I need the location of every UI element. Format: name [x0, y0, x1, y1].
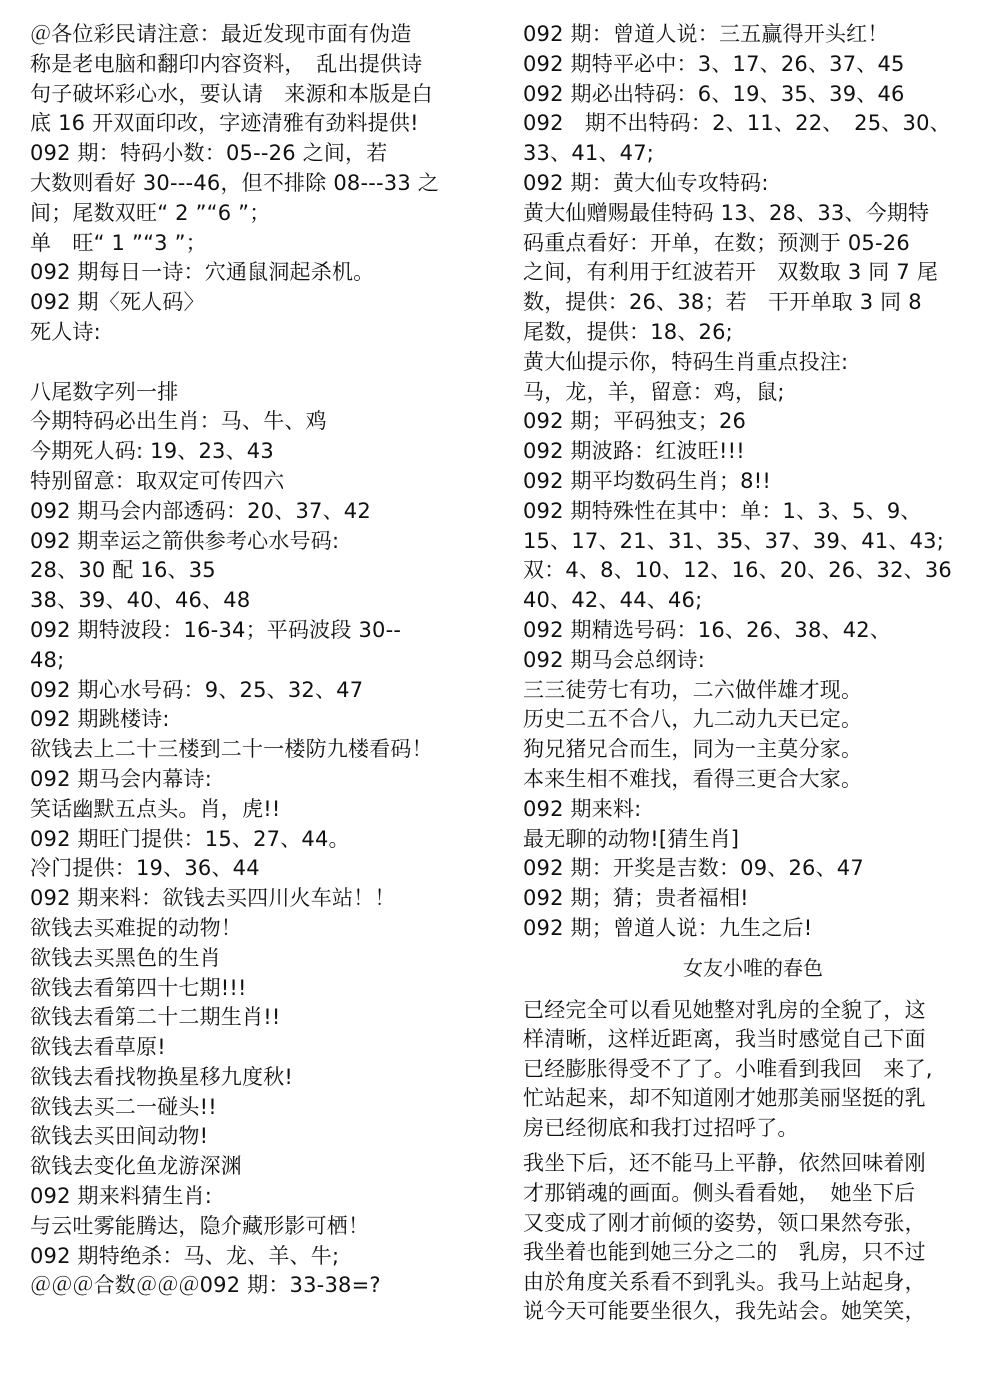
text-line: 48; [30, 647, 65, 672]
text-line: 092 期特绝杀：马、龙、羊、牛; [30, 1243, 340, 1268]
story-line: 由於角度关系看不到乳头。我马上站起身， [523, 1269, 926, 1294]
story-paragraph-1 [523, 996, 983, 1144]
text-line: 欲钱去看第四十七期!!! [30, 975, 247, 1000]
text-line: 黄大仙赠赐最佳特码 13、28、33、今期特 [523, 200, 930, 225]
text-line: 欲钱去看草原! [30, 1035, 166, 1060]
story-paragraph-2 [523, 1149, 983, 1327]
text-line: 092 期平均数码生肖；8!! [523, 468, 771, 493]
text-line: 092 期每日一诗：穴通鼠洞起杀机。 [30, 260, 375, 285]
text-line: 092 期跳楼诗: [30, 707, 170, 732]
text-line: 092 期；曾道人说：九生之后! [523, 915, 813, 940]
text-line: ＠＠＠合数＠＠＠092 期：33-38=? [30, 1273, 381, 1298]
text-line: 本来生相不难找，看得三更合大家。 [523, 766, 863, 791]
text-line: 特别留意：取双定可传四六 [30, 468, 285, 493]
story-line: 已经完全可以看见她整对乳房的全貌了，这 [523, 997, 926, 1022]
text-line: 092 期马会总纲诗: [523, 647, 706, 672]
text-line: 092 期：曾道人说：三五赢得开头红！ [523, 22, 889, 46]
text-line: 今期特码必出生肖：马、牛、鸡 [30, 409, 327, 434]
text-line: 黄大仙提示你，特码生肖重点投注: [523, 349, 849, 374]
text-line: 092 期；平码独支；26 [523, 409, 747, 434]
text-line: 三三徒劳七有功，二六做伴雄才现。 [523, 677, 863, 702]
story-line: 又变成了刚才前倾的姿势，领口果然夸张， [523, 1210, 926, 1235]
text-line: 笑话幽默五点头。肖，虎!! [30, 796, 281, 821]
right-column [523, 20, 983, 1327]
right-column-lines [523, 20, 983, 944]
text-line: 092 期特殊性在其中：单：1、3、5、9、 [523, 498, 922, 523]
text-line: 死人诗: [30, 319, 101, 344]
text-line: 数，提供：26、38；若 干开单取 3 同 8 [523, 290, 922, 315]
text-line: 句子破坏彩心水，要认请 来源和本版是白 [30, 81, 433, 106]
text-line: 间；尾数双旺“ 2 ”“6 ”； [30, 200, 271, 225]
story-title: 女友小唯的春色 [683, 955, 823, 980]
text-line: 欲钱去买难捉的动物！ [30, 915, 242, 940]
text-line: 092 期不出特码：2、11、22、 25、30、 [523, 111, 951, 136]
text-line: 尾数，提供：18、26; [523, 319, 733, 344]
story-line: 样清晰，这样近距离，我当时感觉自己下面 [523, 1027, 926, 1052]
text-line: 092 期精选号码：16、26、38、42、 [523, 617, 892, 642]
text-line: 之间，有利用于红波若开 双数取 3 同 7 尾 [523, 260, 939, 285]
text-line: 欲钱去买田间动物! [30, 1124, 209, 1149]
text-line: 28、30 配 16、35 [30, 558, 216, 583]
text-line: 092 期马会内部透码：20、37、42 [30, 498, 371, 523]
text-line: 092 期心水号码：9、25、32、47 [30, 677, 364, 702]
text-line: 欲钱去看第二十二期生肖!! [30, 1005, 281, 1030]
text-line: 092 期特平必中：3、17、26、37、45 [523, 51, 905, 76]
text-line: 092 期旺门提供：15、27、44。 [30, 826, 350, 851]
text-line: 38、39、40、46、48 [30, 588, 251, 613]
text-line: 欲钱去上二十三楼到二十一楼防九楼看码！ [30, 737, 433, 762]
text-line: 092 期来料猜生肖: [30, 1184, 213, 1209]
text-line: 092 期〈死人码〉 [30, 290, 205, 315]
blank-line [30, 348, 500, 378]
text-line: 092 期幸运之箭供参考心水号码: [30, 528, 340, 553]
text-line: 15、17、21、31、35、37、39、41、43; [523, 528, 944, 553]
text-line: 092 期特波段：16-34；平码波段 30-- [30, 617, 402, 642]
text-line: 欲钱去变化鱼龙游深渊 [30, 1154, 242, 1179]
text-line: 今期死人码: 19、23、43 [30, 439, 274, 464]
text-line: 欲钱去买二一碰头!! [30, 1094, 217, 1119]
text-line: 092 期必出特码：6、19、35、39、46 [523, 81, 905, 106]
story-line: 才那销魂的画面。侧头看看她， 她坐下后 [523, 1181, 916, 1206]
text-line: 092 期；猜；贵者福相! [523, 886, 749, 911]
text-line: 历史二五不合八，九二动九天已定。 [523, 707, 863, 732]
story-line: 房已经彻底和我打过招呼了。 [523, 1115, 799, 1140]
text-line: 40、42、44、46; [523, 588, 703, 613]
story-line: 说今天可能要坐很久，我先站会。她笑笑， [523, 1299, 926, 1324]
text-line: 最无聊的动物![猜生肖] [523, 826, 740, 851]
text-line: 092 期波路：红波旺!!! [523, 439, 745, 464]
text-line: 马，龙，羊，留意：鸡，鼠; [523, 379, 785, 404]
story-line: 我坐着也能到她三分之二的 乳房，只不过 [523, 1240, 926, 1265]
text-line: 八尾数字列一排 [30, 379, 179, 404]
text-line: 33、41、47; [523, 141, 655, 166]
text-line: 欲钱去看找物换星移九度秋! [30, 1064, 294, 1089]
text-line: 单 旺“ 1 ”“3 ”； [30, 230, 207, 255]
text-line: 与云吐雾能腾达，隐介藏形影可栖！ [30, 1213, 370, 1238]
text-line: 底 16 开双面印改，字迹清雅有劲料提供! [30, 111, 419, 136]
left-column [30, 20, 500, 1301]
story-line: 忙站起来，却不知道刚才她那美丽坚挺的乳 [523, 1086, 926, 1111]
story-line: 我坐下后，还不能马上平静，依然回味着刚 [523, 1151, 926, 1176]
text-line: 092 期：特码小数：05--26 之间，若 [30, 141, 388, 166]
text-line: 092 期：黄大仙专攻特码: [523, 170, 769, 195]
text-line: 092 期马会内幕诗: [30, 766, 213, 791]
text-line: 欲钱去买黑色的生肖 [30, 945, 221, 970]
text-line: 092 期：开奖是吉数：09、26、47 [523, 856, 864, 881]
text-line: 双：4、8、10、12、16、20、26、32、36 [523, 558, 952, 583]
text-line: 092 期来料：欲钱去买四川火车站！！ [30, 886, 396, 911]
text-line: 冷门提供：19、36、44 [30, 856, 260, 881]
story-line: 已经膨胀得受不了了。小唯看到我回 来了, [523, 1056, 933, 1081]
text-line: 码重点看好：开单，在数；预测于 05-26 [523, 230, 910, 255]
text-line: 狗兄猪兄合而生，同为一主莫分家。 [523, 737, 863, 762]
text-line: 大数则看好 30---46，但不排除 08---33 之 [30, 170, 439, 195]
text-line: 092 期来料: [523, 796, 642, 821]
text-line: 称是老电脑和翻印内容资料， 乱出提供诗 [30, 51, 423, 76]
text-line: ＠各位彩民请注意：最近发现市面有伪造 [30, 22, 412, 46]
